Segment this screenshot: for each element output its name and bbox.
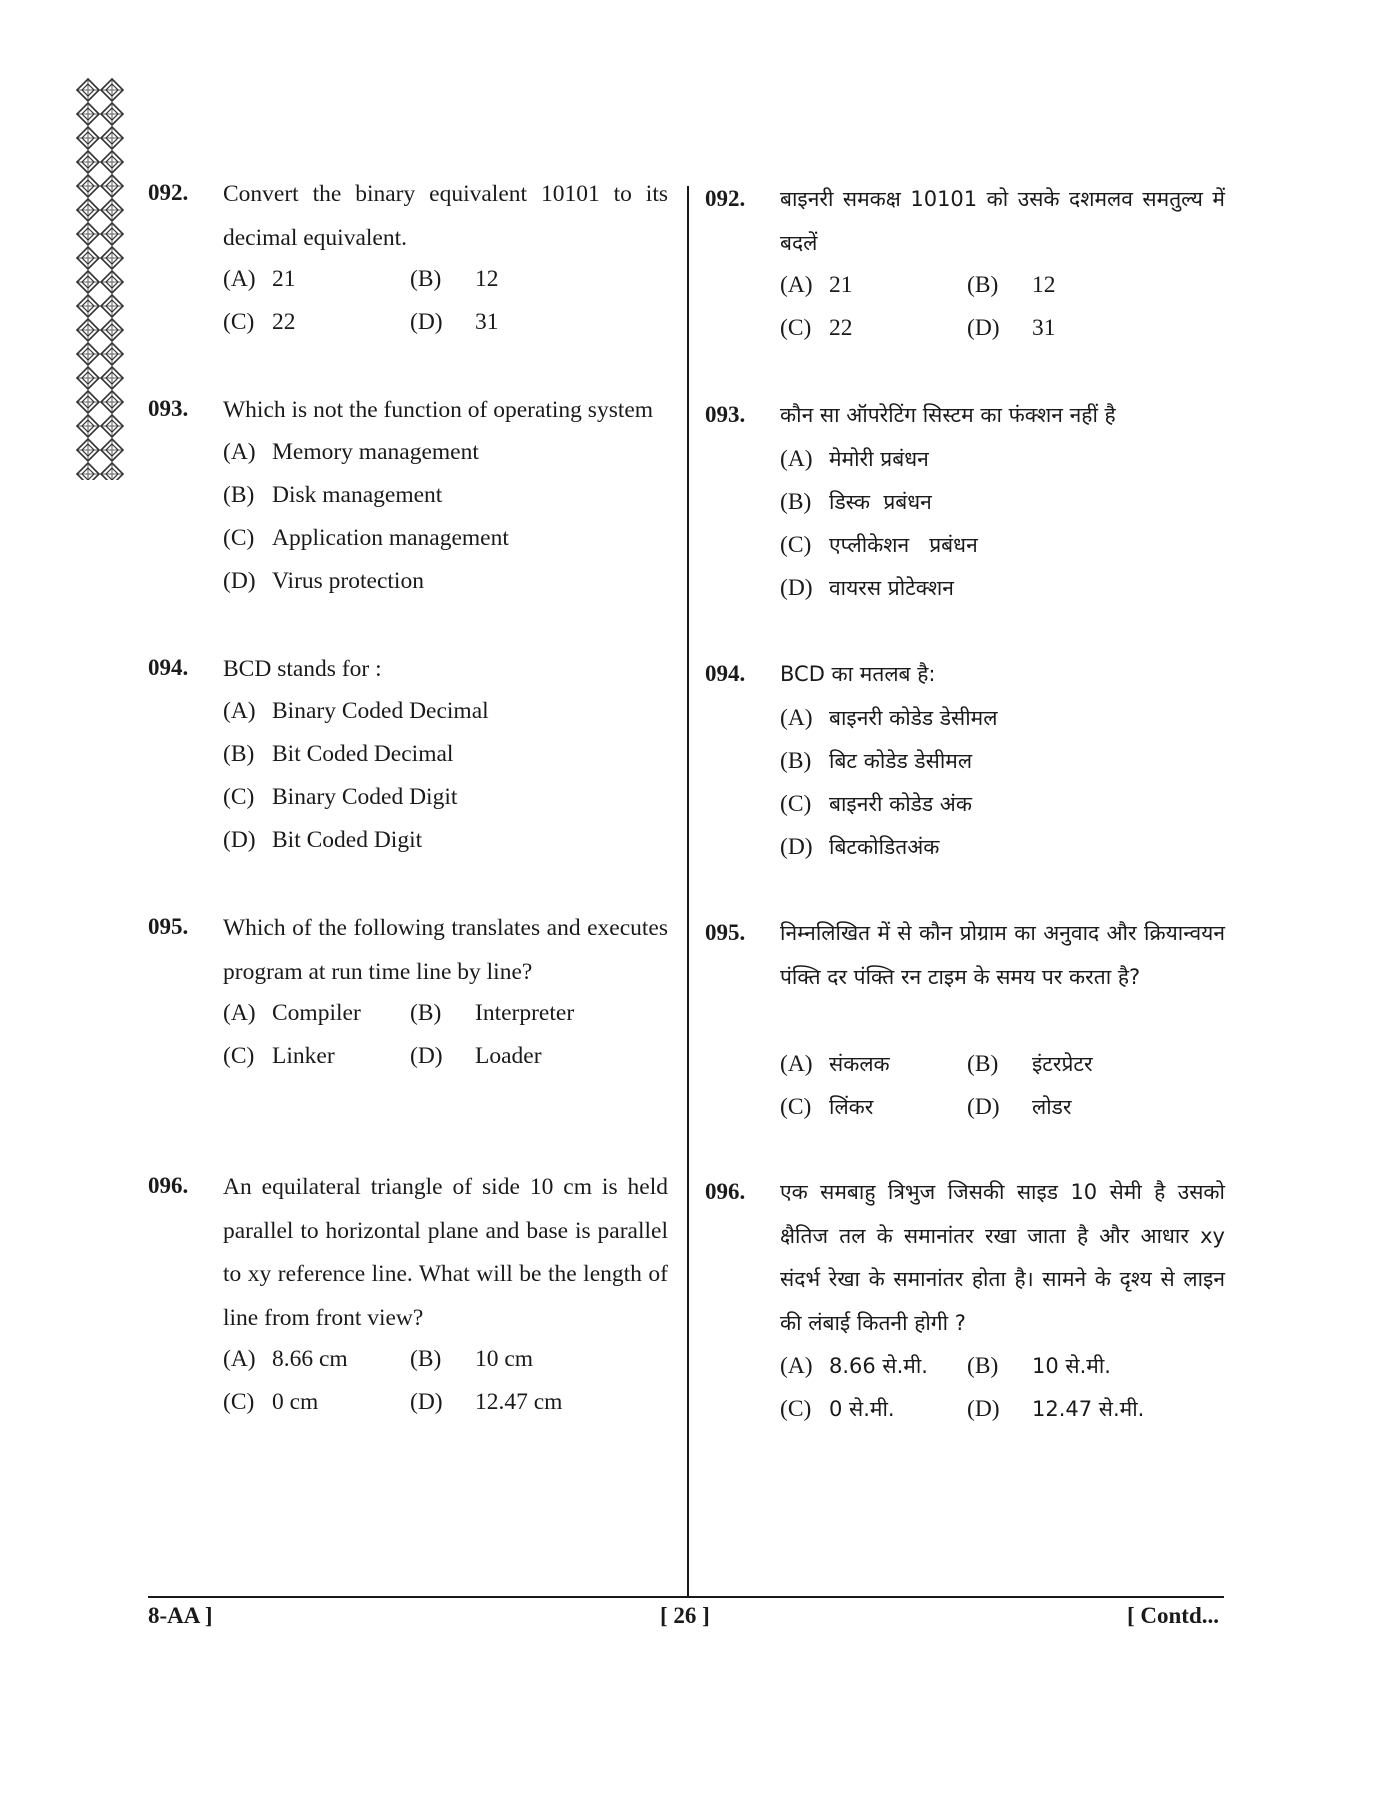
question-text: Which of the following translates and executes program at run time line by line? [223,915,668,985]
option-c[interactable]: (C) बाइनरी कोडेड अंक [780,791,972,817]
option-b[interactable]: (B) Disk management [223,482,443,508]
question-text: An equilateral triangle of side 10 cm is held parallel to horizontal plane and base is parallel to xy reference line. What will be the length of line from front view? [223,1174,668,1331]
question-number: 094. [705,661,746,686]
option-a[interactable]: (A) 8.66 cm [223,1346,348,1372]
option-d[interactable]: (D) 31 [967,315,1056,341]
option-c[interactable]: (C) Application management [223,525,509,551]
option-b[interactable]: (B) 10 cm [410,1346,534,1372]
option-a[interactable]: (A) बाइनरी कोडेड डेसीमल [780,705,998,731]
option-b[interactable]: (B) 12 [410,266,499,292]
option-d[interactable]: (D) 31 [410,309,499,335]
question-text: BCD stands for : [223,656,382,682]
option-b[interactable]: (B) बिट कोडेड डेसीमल [780,748,973,774]
column-divider [687,186,689,1596]
question-number: 095. [148,914,189,939]
option-a[interactable]: (A) मेमोरी प्रबंधन [780,446,929,472]
question-number: 096. [148,1173,189,1198]
option-b[interactable]: (B) 10 से.मी. [967,1353,1111,1379]
option-a[interactable]: (A) 21 [780,272,853,298]
option-d[interactable]: (D) Virus protection [223,568,424,594]
question-number: 092. [705,186,746,211]
option-d[interactable]: (D) 12.47 cm [410,1389,563,1415]
option-a[interactable]: (A) 21 [223,266,296,292]
question-number: 096. [705,1179,746,1204]
option-c[interactable]: (C) एप्लीकेशन प्रबंधन [780,532,978,558]
option-d[interactable]: (D) 12.47 से.मी. [967,1396,1145,1422]
footer-rule [148,1596,1224,1598]
option-a[interactable]: (A) Memory management [223,439,479,465]
option-d[interactable]: (D) Loader [410,1043,542,1069]
question-text: Convert the binary equivalent 10101 to its decimal equivalent. [223,181,668,251]
option-a[interactable]: (A) Compiler [223,1000,361,1026]
continued-label: [ Contd... [1127,1603,1220,1628]
question-text: निम्नलिखित में से कौन प्रोग्राम का अनुवाद और क्रियान्वयन पंक्ति दर पंक्ति रन टाइम के समय पर करता है? [780,921,1225,989]
question-text: Which is not the function of operating system [223,397,654,423]
question-number: 095. [705,920,746,945]
page-number: [ 26 ] [660,1603,710,1628]
option-c[interactable]: (C) लिंकर [780,1094,874,1120]
option-a[interactable]: (A) Binary Coded Decimal [223,698,489,724]
option-c[interactable]: (C) Binary Coded Digit [223,784,458,810]
option-b[interactable]: (B) डिस्क प्रबंधन [780,489,932,515]
option-d[interactable]: (D) लोडर [967,1094,1072,1120]
option-b[interactable]: (B) Interpreter [410,1000,575,1026]
option-d[interactable]: (D) Bit Coded Digit [223,827,423,853]
question-number: 093. [148,396,189,421]
option-b[interactable]: (B) Bit Coded Decimal [223,741,454,767]
option-c[interactable]: (C) 22 [780,315,853,341]
option-b[interactable]: (B) 12 [967,272,1056,298]
option-a[interactable]: (A) संकलक [780,1051,890,1077]
option-a[interactable]: (A) 8.66 से.मी. [780,1353,928,1379]
option-d[interactable]: (D) वायरस प्रोटेक्शन [780,575,954,601]
question-number: 092. [148,180,189,205]
option-c[interactable]: (C) Linker [223,1043,335,1069]
question-number: 094. [148,655,189,680]
question-number: 093. [705,402,746,427]
question-text: बाइनरी समकक्ष 10101 को उसके दशमलव समतुल्य में बदलें [780,187,1225,255]
option-d[interactable]: (D) बिटकोडितअंक [780,834,940,860]
paper-code: 8-AA ] [148,1603,213,1628]
question-text: कौन सा ऑपरेटिंग सिस्टम का फंक्शन नहीं है [780,403,1116,427]
security-ornament [76,78,124,480]
question-text: BCD का मतलब है: [780,662,936,686]
option-b[interactable]: (B) इंटरप्रेटर [967,1051,1093,1077]
option-c[interactable]: (C) 22 [223,309,296,335]
option-c[interactable]: (C) 0 से.मी. [780,1396,895,1422]
option-c[interactable]: (C) 0 cm [223,1389,319,1415]
question-text: एक समबाहु त्रिभुज जिसकी साइड 10 सेमी है उसको क्षैतिज तल के समानांतर रखा जाता है और आधार xy संदर्भ रेखा के समानांतर होता है। सामने के दृश्य से लाइन की लंबाई कितनी होगी ? [780,1180,1225,1335]
